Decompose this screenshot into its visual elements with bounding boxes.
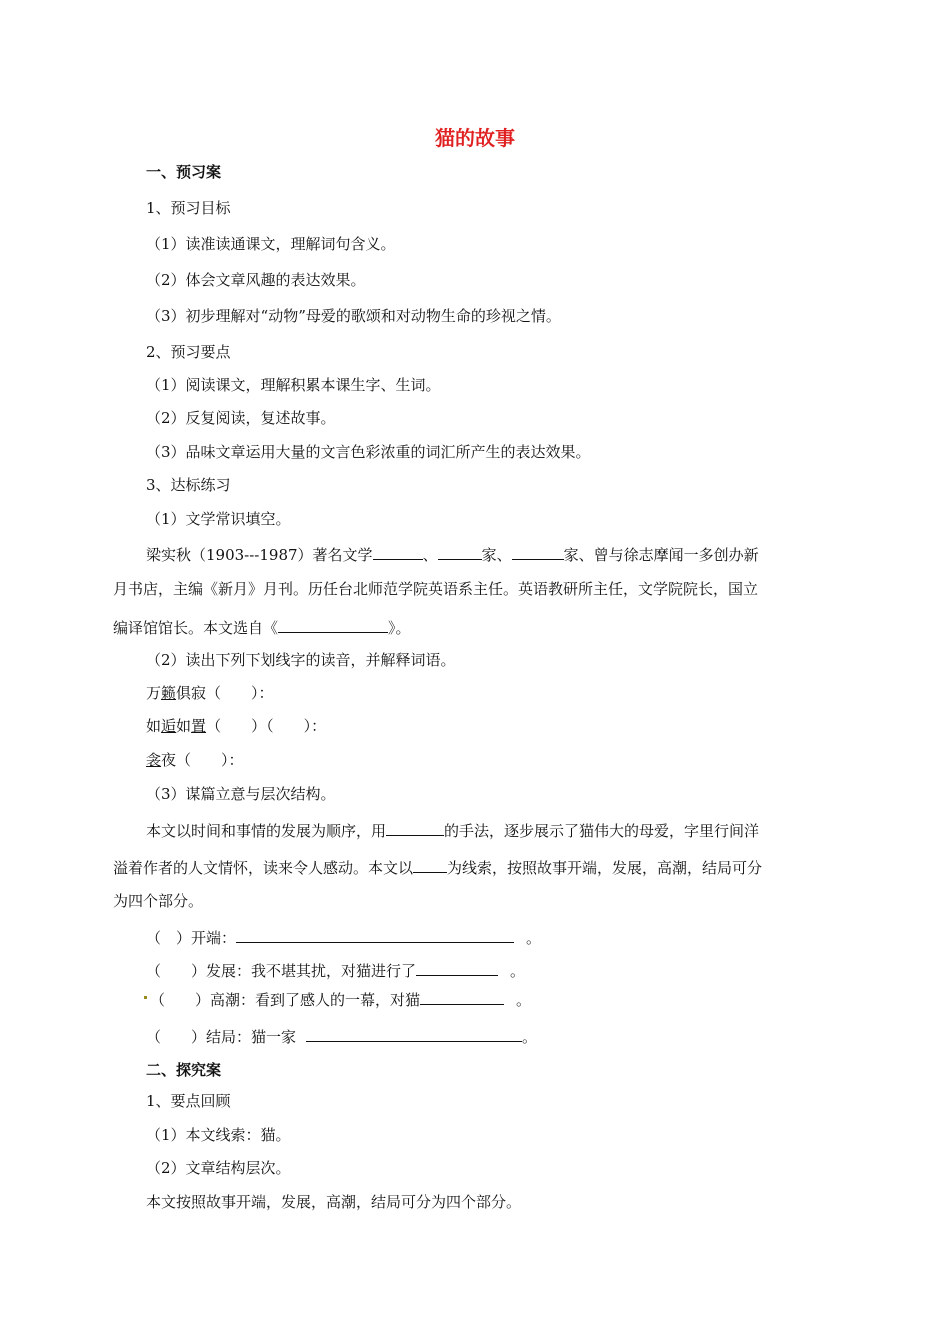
points-heading: 2、预习要点 [146,343,231,361]
para-text: 溢着作者的人文情怀，读来令人感动。本文以 [113,859,414,877]
underlined-char: 衾 [146,751,162,769]
structure-item [150,991,531,1008]
word-text: 万 [146,684,162,702]
review-item: （2）文章结构层次。 [146,1159,291,1177]
underlined-char: 逅 [161,717,177,735]
word-text: 如 [176,717,192,735]
bio-text: 、 [422,546,438,564]
fill-blank[interactable] [236,929,514,943]
para-line-1 [146,822,759,839]
question-1: （1）文学常识填空。 [146,510,291,528]
fill-blank[interactable] [306,1028,522,1042]
word-item [146,719,326,734]
review-heading: 1、要点回顾 [146,1092,231,1110]
para-line-2 [113,859,762,876]
word-text: （ ）（ ）： [206,717,327,735]
fill-blank[interactable] [416,962,498,976]
word-text: 俱寂（ ）： [176,684,274,702]
bio-line-1 [146,546,759,563]
question-3: （3）谋篇立意与层次结构。 [146,785,336,803]
bio-text: 梁实秋（1903---1987）著名文学 [146,546,373,564]
section-heading-explore: 二、探究案 [146,1061,222,1079]
structure-text: （ ）开端： [146,929,237,947]
review-text: 本文按照故事开端，发展，高潮，结局可分为四个部分。 [146,1193,522,1211]
structure-text: （ ）高潮：看到了感人的一幕，对猫 [150,991,421,1009]
underlined-char: 籁 [161,684,177,702]
bio-line-3 [113,619,411,636]
para-text: 的手法，逐步展示了猫伟大的母爱，字里行间洋 [444,822,760,840]
para-text: 为线索，按照故事开端，发展，高潮，结局可分 [447,859,763,877]
goal-item: （1）读准读通课文，理解词句含义。 [146,235,396,253]
goal-heading: 1、预习目标 [146,199,231,217]
goal-item: （3）初步理解对“动物”母爱的歌颂和对动物生命的珍视之情。 [146,307,561,325]
stray-mark [144,996,147,999]
structure-item [146,929,541,946]
fill-blank[interactable] [278,619,388,633]
point-item: （3）品味文章运用大量的文言色彩浓重的词汇所产生的表达效果。 [146,443,591,461]
bio-text: 家、 [481,546,512,564]
structure-text: （ ）结局：猫一家 [146,1028,297,1046]
structure-text: （ ）发展：我不堪其扰，对猫进行了 [146,962,417,980]
structure-text: 。 [510,962,526,980]
practice-heading: 3、达标练习 [146,476,231,494]
bio-line-2: 月书店，主编《新月》月刊。历任台北师范学院英语系主任。英语教研所主任，文学院院长，国立 [113,580,759,598]
structure-item [146,1028,537,1045]
question-2: （2）读出下列下划线字的读音，并解释词语。 [146,651,456,669]
fill-blank[interactable] [512,546,564,560]
goal-item: （2）体会文章风趣的表达效果。 [146,271,366,289]
structure-item [146,962,525,979]
fill-blank[interactable] [413,859,447,873]
review-item: （1）本文线索：猫。 [146,1126,291,1144]
section-heading-preview: 一、预习案 [146,163,222,181]
structure-text: 。 [526,929,542,947]
fill-blank[interactable] [386,822,444,836]
word-text: 如 [146,717,162,735]
underlined-char: 置 [191,717,207,735]
document-title: 猫的故事 [435,126,515,150]
fill-blank[interactable] [438,546,482,560]
fill-blank[interactable] [420,991,504,1005]
point-item: （2）反复阅读，复述故事。 [146,409,336,427]
para-text: 本文以时间和事情的发展为顺序，用 [146,822,387,840]
bio-text: 》。 [388,619,411,637]
word-item [146,753,244,768]
word-text: 夜（ ）： [161,751,244,769]
bio-text: 编译馆馆长。本文选自《 [113,619,279,637]
para-line-3: 为四个部分。 [113,892,204,910]
fill-blank[interactable] [373,546,423,560]
word-item [146,686,274,701]
bio-text: 家、曾与徐志摩闻一多创办新 [563,546,759,564]
structure-text: 。 [516,991,532,1009]
point-item: （1）阅读课文，理解积累本课生字、生词。 [146,376,441,394]
structure-text: 。 [522,1028,538,1046]
